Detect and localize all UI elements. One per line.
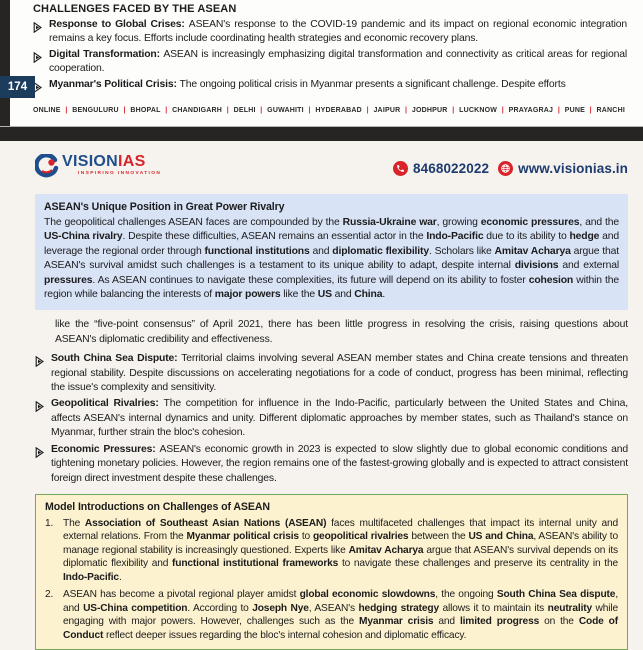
brand-vision: VISION (62, 153, 119, 170)
page-header (35, 141, 628, 194)
branch-city: JODHPUR (411, 106, 448, 114)
branch-city: PRAYAGRAJ (508, 106, 554, 114)
bullet-item (35, 443, 628, 486)
model-introductions-box (35, 494, 628, 650)
phone-group (393, 161, 489, 176)
branch-city: LUCKNOW (459, 106, 498, 114)
section-heading: CHALLENGES FACED BY THE ASEAN (33, 3, 237, 15)
model-item (45, 517, 618, 585)
info-box-asean-position (35, 194, 628, 310)
branch-city: ONLINE (33, 106, 61, 114)
challenge-bullets (35, 352, 628, 486)
triangle-bullet-icon (35, 397, 45, 440)
branch-city: PUNE (564, 106, 585, 114)
item-text: ASEAN has become a pivotal regional player amidst global economic slowdowns, the ongoing South China Sea dispute, and US-China competition. According to Joseph Nye, ASEAN's hedging strategy allows it to maintain its neutrality while engaging with major powers. However, challenges such as the Myanmar crisis and limited progress on the Code of Conduct reflect deeper issues regarding the bloc's internal cohesion and diplomatic efficacy. (63, 589, 619, 641)
bullet-text: Response to Global Crises: ASEAN's response to the COVID-19 pandemic and its impact on regional economic integration remains a key focus. Efforts include coordinating health strategies and economic recovery plans. (49, 19, 627, 45)
bullet-text: South China Sea Dispute: Territorial claims involving several ASEAN member states and China create tensions and threaten regional stability. Despite discussions on accelerating negotiations for a code of conduct, progress has been minimal, reflecting the issue's complexity and sensitivity. (51, 353, 628, 394)
info-box-title: ASEAN's Unique Position in Great Power Rivalry (44, 201, 285, 213)
bullet-item (35, 397, 628, 440)
bullet-text: Digital Transformation: ASEAN is increasingly emphasizing digital transformation and connectivity as critical areas for regional cooperation. (49, 48, 628, 75)
branch-city: GUWAHITI (267, 106, 304, 114)
triangle-bullet-icon (35, 443, 45, 486)
page-number-badge: 174 (0, 76, 35, 98)
item-number: 2. (45, 589, 54, 601)
triangle-bullet-icon (33, 48, 43, 77)
branch-city: BENGULURU (72, 106, 119, 114)
item-number: 1. (45, 517, 54, 529)
branch-cities-bar: ONLINE | BENGULURU | BHOPAL | CHANDIGARH | DELHI | GUWAHITI | HYDERABAD | JAIPUR | JODHPUR | LUCKNOW | PRAYAGRAJ | PUNE | RANCHI (33, 106, 625, 114)
page-bottom (0, 141, 643, 641)
item-text: The Association of Southeast Asian Nations (ASEAN) faces multifaceted challenges that impact its internal unity and external relations. From the Myanmar political crisis to geopolitical rivalries between the US and China, ASEAN's ability to manage regional stability is increasingly questioned. Experts like Amitav Acharya argue that ASEAN's survival depends on its diplomatic flexibility and functional institutional frameworks to navigate these challenges and preserve its centrality in the Indo-Pacific. (63, 517, 619, 583)
bullet-item (35, 352, 628, 395)
brand-tagline: INSPIRING INNOVATION (78, 171, 162, 176)
branch-city: RANCHI (596, 106, 625, 114)
bullet-item (33, 78, 627, 98)
model-box-title: Model Introductions on Challenges of ASEAN (45, 500, 270, 513)
visionias-logo (35, 154, 161, 183)
triangle-bullet-icon (35, 352, 45, 395)
globe-icon (498, 161, 513, 176)
page-top (0, 0, 643, 127)
model-item (45, 588, 618, 642)
contact-info (393, 161, 628, 176)
website-link[interactable]: www.visionias.in (518, 161, 628, 176)
bullet-item (33, 18, 627, 47)
bullet-item (33, 48, 627, 77)
bullet-text: Economic Pressures: ASEAN's economic growth in 2023 is expected to slow slightly due to global economic conditions and tightening monetary policies. However, the region remains one of the fastest-growing globally and is expected to attract consistent foreign direct investment despite these challenges. (51, 443, 628, 484)
page-top-content (0, 0, 643, 114)
branch-city: DELHI (233, 106, 256, 114)
info-box-body: The geopolitical challenges ASEAN faces are compounded by the Russia-Ukraine war, growing economic pressures, and the US-China rivalry. Despite these difficulties, ASEAN remains an essential actor in the Indo-Pacific due to its ability to hedge and leverage the regional order through functional institutions and diplomatic flexibility. Scholars like Amitav Acharya argue that ASEAN's survival amidst such challenges is a testament to its unique ability to adapt, despite internal divisions and external pressures. As ASEAN continues to navigate these complexities, its future will depend on its ability to foster cohesion within the region while balancing the interests of major powers like the US and China. (44, 217, 620, 301)
branch-city: BHOPAL (130, 106, 161, 114)
branch-city: HYDERABAD (315, 106, 362, 114)
bullet-text: Geopolitical Rivalries: The competition for influence in the Indo-Pacific, particularly between the United States and China, affects ASEAN's internal dynamics and unity. Different diplomatic approaches by member states, such as Thailand's stance on Myanmar, further strain the bloc's cohesion. (51, 398, 628, 439)
page-separator-bar (0, 127, 643, 141)
phone-number[interactable]: 8468022022 (413, 161, 490, 176)
phone-icon (393, 161, 408, 176)
visionias-logo-icon (35, 154, 59, 183)
visionias-logo-text (62, 154, 161, 177)
branch-city: CHANDIGARH (172, 106, 223, 114)
brand-ias: IAS (118, 153, 146, 170)
branch-city: JAIPUR (373, 106, 401, 114)
page-edge-strip (0, 0, 10, 126)
continuation-paragraph: like the “five-point consensus” of April 2021, there has been little progress in resolving the crisis, raising questions about ASEAN's diplomatic credibility and effectiveness. (55, 319, 628, 345)
website-group (498, 161, 628, 176)
triangle-bullet-icon (33, 18, 43, 47)
bullet-text: Myanmar's Political Crisis: The ongoing political crisis in Myanmar presents a significant challenge. Despite efforts (49, 78, 566, 90)
